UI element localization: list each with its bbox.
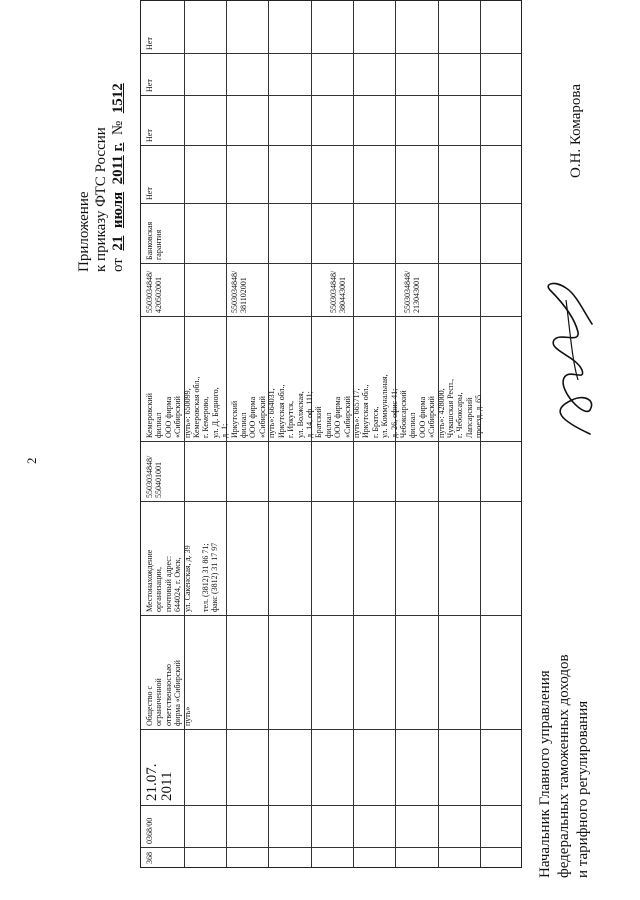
- appendix-order-date: от 21 июля 2011 г. № 1512: [110, 83, 126, 272]
- col-guarantee: [141, 203, 521, 263]
- cell-date: 21.07. 2011: [144, 763, 175, 801]
- cell-code: 0368/00: [145, 817, 154, 844]
- col-name: [141, 615, 521, 729]
- col-num: [141, 847, 521, 867]
- col-inn: [141, 441, 521, 501]
- appendix-title: Приложение: [76, 191, 92, 272]
- cell-branch-inn-4: 5503034848/ 213043001: [403, 270, 422, 313]
- col-no1: [141, 145, 521, 203]
- col-date: [141, 729, 521, 805]
- cell-no-3: Нет: [145, 79, 154, 92]
- col-no2: [141, 95, 521, 145]
- page-number: 2: [24, 457, 39, 464]
- signatory-name: О.Н. Комарова: [568, 84, 584, 178]
- cell-branch-inn-3: 5503034848/ 380443001: [329, 270, 348, 313]
- cell-name: Общество с ограниченной ответственностью фирма «Сибирский путь»: [145, 660, 192, 726]
- cell-no-2: Нет: [145, 129, 154, 142]
- cell-branch-inn-2: 5503034848/ 381102001: [230, 270, 249, 313]
- signatory-title: Начальник Главного управления федеральных таможенных доходов и тарифного регулирования: [537, 654, 591, 878]
- handwritten-signature: [520, 270, 610, 440]
- cell-location: Местонахождение организации, почтовый адрес: 644024, г. Омск, ул. Сакенская, д. 39 тел. (3812) 31 86 71; факс (3812) 31 17 97: [145, 542, 220, 612]
- appendix-order-ref: к приказу ФТС России: [93, 127, 109, 272]
- cell-branches: Кемеровский филиал ООО фирма «Сибирский путь»: 650099, Кемеровская обл., г. Кемерово, ул. Д. Бедного, д. 1; Иркутский филиал ООО фирма «Сибирский путь»: 664031, Иркутская обл., г. Иркутск, ул. Волжская, д. 14, оф. 111; Братский филиал ООО фирма «Сибирский путь»: 665717, Иркутская обл., г. Братск, ул. Коммунальная, д. 26, офис 41; Чебоксарский филиал ООО фирма «Сибирский путь»: 428000, Чувашская Респ., г. Чебоксары, Лапсарский проезд, д. 65: [145, 374, 484, 438]
- registry-table: [140, 0, 522, 868]
- cell-branch-inn-1: 5503034848/ 420502001: [145, 270, 164, 313]
- col-no3: [141, 53, 521, 95]
- col-code: [141, 805, 521, 847]
- cell-no-4: Нет: [145, 37, 154, 50]
- cell-guarantee: Банковская гарантия: [145, 221, 164, 260]
- cell-no-1: Нет: [145, 187, 154, 200]
- appendix-header: [76, 12, 127, 272]
- cell-num: 368: [145, 852, 154, 864]
- cell-inn: 5503034848/ 550401001: [145, 455, 164, 498]
